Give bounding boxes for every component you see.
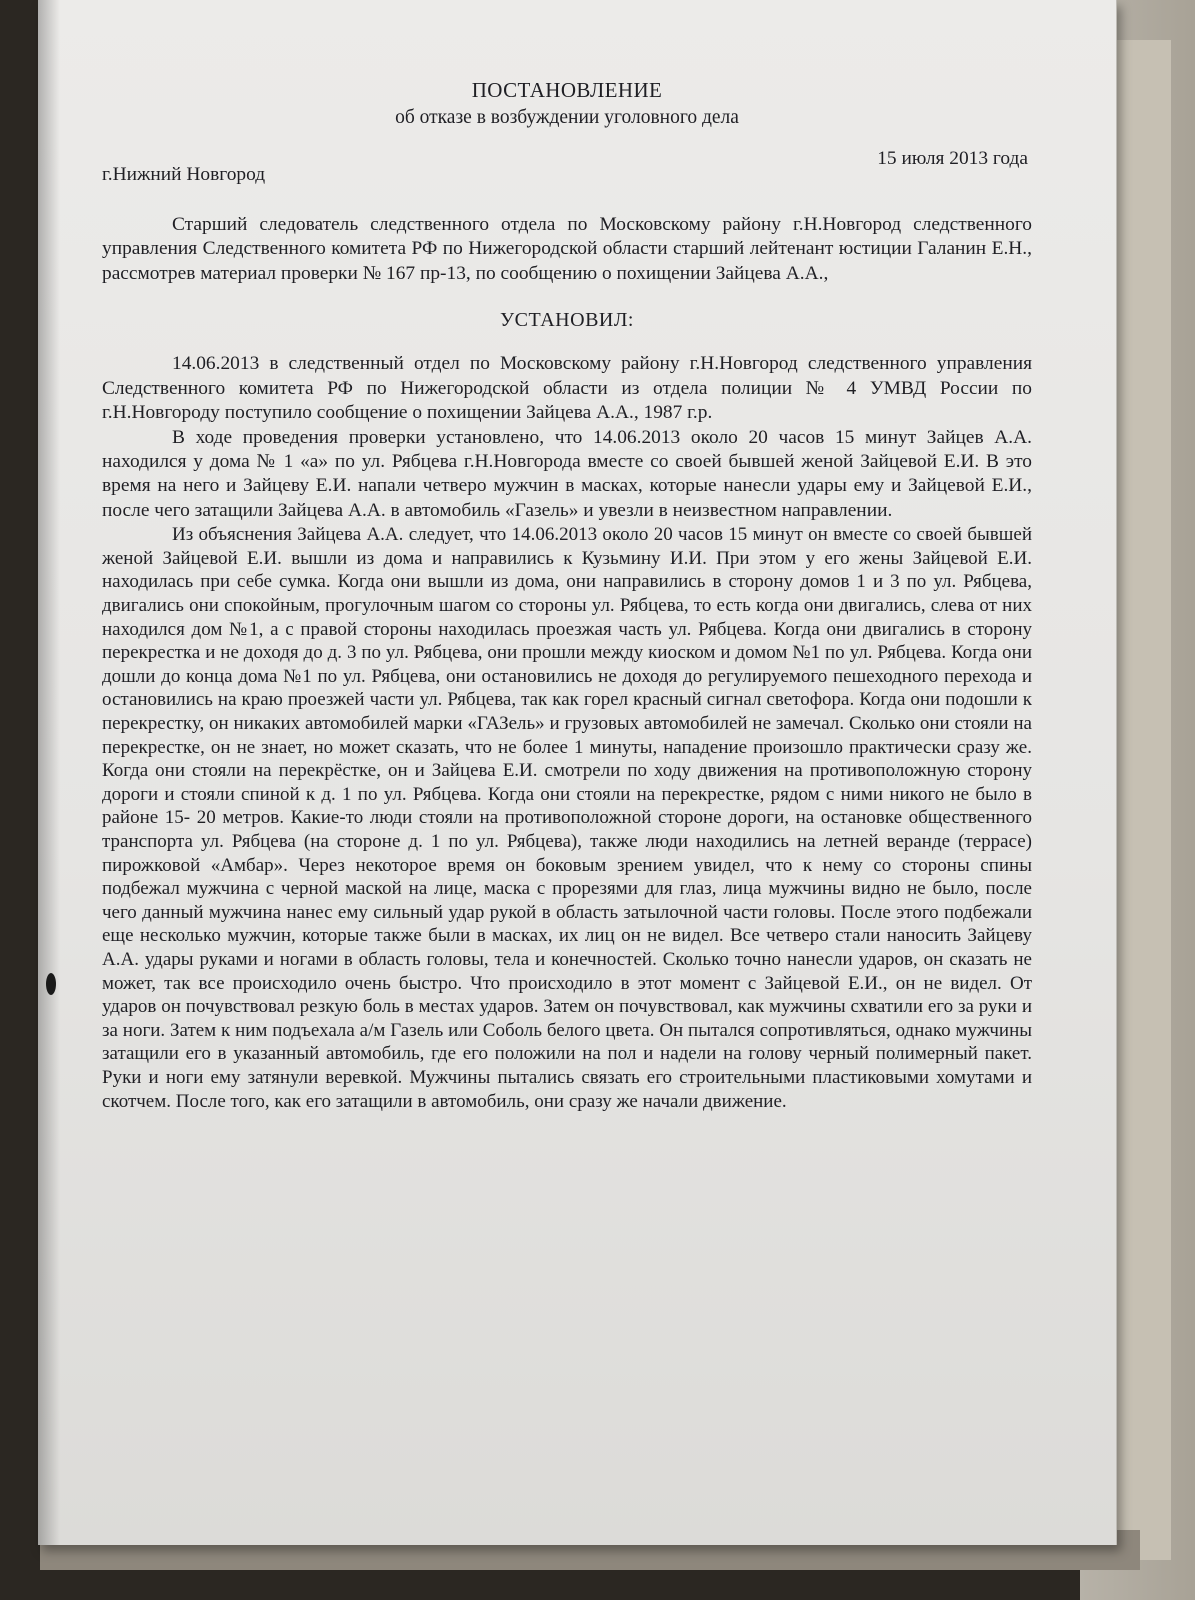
document-title: ПОСТАНОВЛЕНИЕ — [471, 78, 663, 102]
section-heading: УСТАНОВИЛ: — [500, 309, 634, 332]
binding-shadow — [38, 0, 60, 1545]
document-place: г.Нижний Новгород — [102, 163, 266, 185]
document-body — [102, 352, 1032, 1113]
intro-paragraph: Старший следователь следственного отдела по Московскому району г.Н.Новгород следственного управления Следственного комитета РФ по Нижегородской области старший лейтенант юстиции Галанин Е.Н., рассмотрев материал проверки № 167 пр-13, по сообщению о похищении Зайцева А.А., — [102, 213, 1032, 284]
place-date-row — [102, 147, 1032, 197]
punch-hole — [46, 973, 56, 995]
document-date: 15 июля 2013 года — [877, 147, 1028, 169]
body-paragraph-1: 14.06.2013 в следственный отдел по Московскому району г.Н.Новгород следственного управления Следственного комитета РФ по Нижегородской области из отдела полиции № 4 УМВД России по г.Н.Новгороду поступило сообщение о похищении Зайцева А.А., 1987 г.р. — [102, 353, 1032, 424]
body-paragraph-3: Из объяснения Зайцева А.А. следует, что 14.06.2013 около 20 часов 15 минут он вместе со своей бывшей женой Зайцевой Е.И. вышли из дома и направились к Кузьмину И.И. При этом у его жены Зайцевой Е.И. находилась при себе сумка. Когда они вышли из дома, они направились в сторону домов 1 и 3 по ул. Рябцева, двигались они спокойным, прогулочным шагом со стороны ул. Рябцева, то есть когда они двигались, слева от них находился дом №1, а с правой стороны находилась проезжая часть ул. Рябцева. Когда они двигались в сторону перекрестка и не доходя до д. 3 по ул. Рябцева, они прошли между киоском и домом №1 по ул. Рябцева. Когда они дошли до конца дома №1 по ул. Рябцева, они остановились не доходя до регулируемого пешеходного перехода и остановились на краю проезжей части ул. Рябцева, так как горел красный сигнал светофора. Когда они подошли к перекрестку, он никаких автомобилей марки «ГАЗель» и грузовых автомобилей не замечал. Сколько они стояли на перекрестке, он не знает, но может сказать, что не более 1 минуты, нападение произошло практически сразу же. Когда они стояли на перекрёстке, он и Зайцева Е.И. смотрели по ходу движения на противоположную сторону дороги и стояли спиной к д. 1 по ул. Рябцева. Когда они стояли на перекрестке, рядом с ними никого не было в районе 15- 20 метров. Какие-то люди стояли на противоположной стороне дороги, на остановке общественного транспорта ул. Рябцева (на стороне д. 1 по ул. Рябцева), также люди находились на летней веранде (террасе) пирожковой «Амбар». Через некоторое время он боковым зрением увидел, что к нему со стороны спины подбежал мужчина с черной маской на лице, маска с прорезями для глаз, лица мужчины видно не было, после чего данный мужчина нанес ему сильный удар рукой в область затылочной части головы. После этого подбежали еще несколько мужчин, которые также были в масках, их лиц он не видел. Все четверо стали наносить Зайцеву А.А. удары руками и ногами в область головы, тела и конечностей. Сколько точно нанесли ударов, он сказать не может, так все происходило очень быстро. Что происходило в этот момент с Зайцевой Е.И., он не видел. От ударов он почувствовал резкую боль в местах ударов. Затем он почувствовал, как мужчины схватили его за руки и за ноги. Затем к ним подъехала а/м Газель или Соболь белого цвета. Он пытался сопротивляться, однако мужчины затащили его в указанный автомобиль, где его положили на пол и надели на голову черный полимерный пакет. Руки и ноги ему затянули веревкой. Мужчины пытались связать его строительными пластиковыми хомутами и скотчем. После того, как его затащили в автомобиль, они сразу же начали движение. — [102, 524, 1032, 1112]
document-page — [38, 0, 1117, 1545]
document-content — [102, 78, 1032, 1113]
document-subtitle: об отказе в возбуждении уголовного дела — [395, 107, 739, 129]
body-paragraph-2: В ходе проведения проверки установлено, что 14.06.2013 около 20 часов 15 минут Зайцев А.А. находился у дома № 1 «а» по ул. Рябцева г.Н.Новгорода вместе со своей бывшей женой Зайцевой Е.И. В это время на него и Зайцеву Е.И. напали четверо мужчин в масках, которые нанесли удары ему и Зайцевой Е.И., после чего затащили Зайцева А.А. в автомобиль «Газель» и увезли в неизвестном направлении. — [102, 426, 1032, 521]
